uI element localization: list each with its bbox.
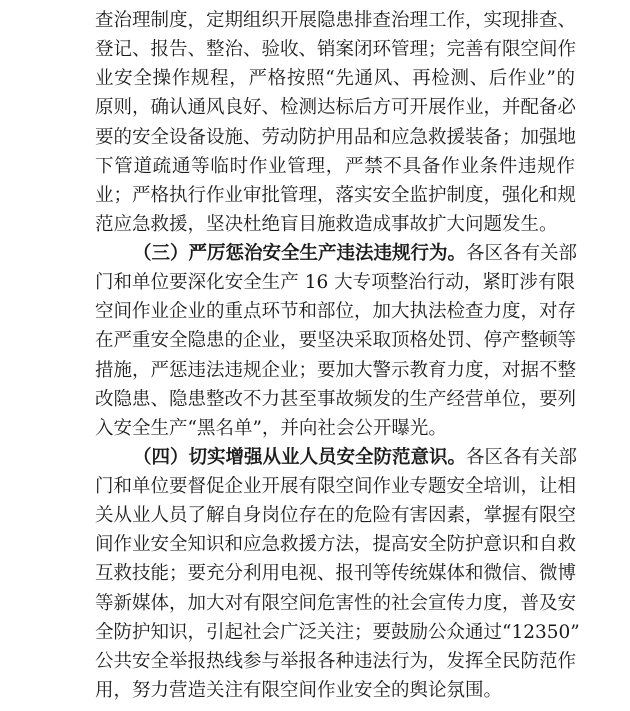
paragraph-1-line-1: 查治理制度，定期组织开展隐患排查治理工作，实现排查、	[95, 10, 577, 31]
paragraph-2-line-3: 空间作业企业的重点环节和部位，加大执法检查力度，对存	[95, 301, 577, 323]
paragraph-3-line-5: 互救技能；要充分利用电视、报刊等传统媒体和微信、微博	[95, 563, 577, 585]
paragraph-3-line-4: 间作业安全知识和应急救援方法，提高安全防护意识和自救	[95, 534, 577, 556]
paragraph-2-line-6: 改隐患、隐患整改不力甚至事故频发的生产经营单位，要列	[95, 388, 577, 410]
paragraph-3-line-2: 门和单位要督促企业开展有限空间作业专题安全培训，让相	[95, 476, 577, 497]
paragraph-3-line-8: 公共安全举报热线参与举报各种违法行为，发挥全民防范作	[95, 650, 577, 672]
paragraph-1-line-8: 范应急救援，坚决杜绝盲目施救造成事故扩大问题发生。	[95, 213, 558, 235]
section-4-heading: （四）切实增强从业人员安全防范意识。	[133, 446, 467, 468]
paragraph-3-line-9: 用，努力营造关注有限空间作业安全的舆论氛围。	[95, 679, 503, 701]
paragraph-3-line-7: 全防护知识，引起社会广泛关注；要鼓励公众通过“12350”	[95, 621, 580, 643]
section-3-heading: （三）严厉惩治安全生产违法违规行为。	[133, 243, 467, 264]
paragraph-3-first-line	[133, 443, 578, 472]
paragraph-1-line-3: 业安全操作规程，严格按照“先通风、再检测、后作业”的	[95, 68, 575, 90]
paragraph-1-line-7: 业；严格执行作业审批管理，落实安全监护制度，强化和规	[95, 184, 577, 206]
paragraph-2-line-5: 措施，严惩违法违规企业；要加大警示教育力度，对据不整	[95, 359, 577, 381]
paragraph-3-line-3: 关从业人员了解自身岗位存在的危险有害因素，掌握有限空	[95, 505, 577, 527]
paragraph-1-line-5: 要的安全设备设施、劳动防护用品和应急救援装备；加强地	[95, 126, 577, 148]
paragraph-2-line-4: 在严重安全隐患的企业，要坚决采取顶格处罚、停产整顿等	[95, 330, 577, 352]
paragraph-2-line-7: 入安全生产“黑名单”，并向社会公开曝光。	[95, 417, 447, 439]
paragraph-1-line-4: 原则，确认通风良好、检测达标后方可开展作业，并配备必	[95, 97, 577, 119]
paragraph-3-line-1: 各区各有关部	[466, 446, 578, 468]
paragraph-2-first-line	[133, 239, 578, 268]
paragraph-1-line-6: 下管道疏通等临时作业管理，严禁不具备作业条件违规作	[95, 155, 575, 177]
paragraph-2-line-2: 门和单位要深化安全生产 16 大专项整治行动，紧盯涉有限	[95, 272, 575, 294]
paragraph-3-line-6: 等新媒体，加大对有限空间危害性的社会宣传力度，普及安	[95, 592, 577, 614]
paragraph-2-line-1: 各区各有关部	[466, 243, 578, 264]
paragraph-1-line-2: 登记、报告、整治、验收、销案闭环管理；完善有限空间作	[95, 39, 577, 61]
